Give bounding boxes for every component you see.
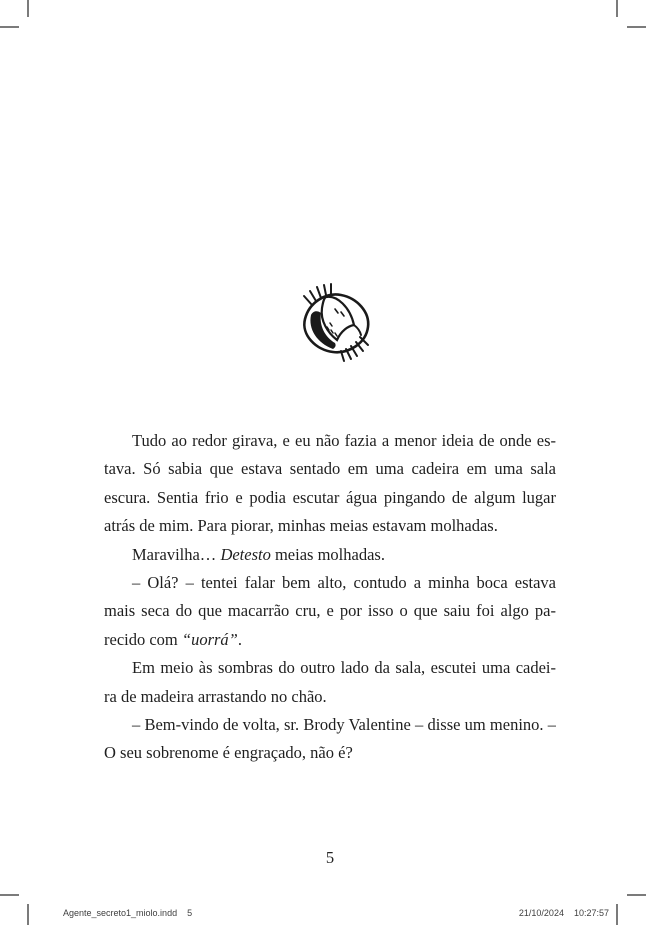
paragraph (104, 711, 556, 768)
crop-mark-top-right-vertical (616, 0, 618, 17)
chapter-illustration (289, 281, 381, 365)
text-line: mais seca do que macarrão cru, e por isso o que saiu foi algo pa- (104, 601, 556, 621)
paragraph (104, 654, 556, 711)
crop-mark-bottom-right-horizontal (627, 894, 646, 896)
crop-mark-bottom-right-vertical (616, 904, 618, 925)
text-line: ra de madeira arrastando no chão. (104, 686, 327, 706)
text-line: recido com “uorrá”. (104, 629, 242, 649)
slug-filename (63, 908, 192, 918)
text-line: – Bem-vindo de volta, sr. Brody Valentine – disse um menino. – (132, 714, 556, 734)
text-line: tava. Só sabia que estava sentado em uma cadeira em uma sala (104, 459, 556, 479)
crop-mark-top-right-horizontal (627, 26, 646, 28)
paragraph (104, 569, 556, 654)
text-line: – Olá? – tentei falar bem alto, contudo a minha boca estava (132, 572, 556, 592)
text-line: O seu sobrenome é engraçado, não é? (104, 743, 353, 763)
text-line: Tudo ao redor girava, e eu não fazia a menor ideia de onde es- (132, 431, 556, 450)
text-line: Maravilha… Detesto meias molhadas. (132, 544, 385, 564)
paragraph (104, 427, 556, 541)
rolled-scarf-sketch-icon (289, 281, 381, 365)
slug-page-number: 5 (187, 908, 193, 918)
slug-date: 21/10/2024 (518, 908, 564, 918)
text-line: atrás de mim. Para piorar, minhas meias estavam molhadas. (104, 516, 498, 536)
slug-time: 10:27:57 (573, 908, 609, 918)
crop-mark-bottom-left-vertical (27, 904, 29, 925)
text-line: Em meio às sombras do outro lado da sala, escutei uma cadei- (132, 658, 556, 678)
slug-datetime (519, 908, 609, 918)
page-number: 5 (325, 848, 335, 867)
body-text (104, 427, 556, 768)
paragraph (104, 541, 556, 569)
crop-mark-top-left-horizontal (0, 26, 19, 28)
crop-mark-top-left-vertical (27, 0, 29, 17)
text-line: escura. Sentia frio e podia escutar água pingando de algum lugar (104, 487, 556, 507)
slug-filename-text: Agente_secreto1_miolo.indd (63, 908, 178, 918)
crop-mark-bottom-left-horizontal (0, 894, 19, 896)
